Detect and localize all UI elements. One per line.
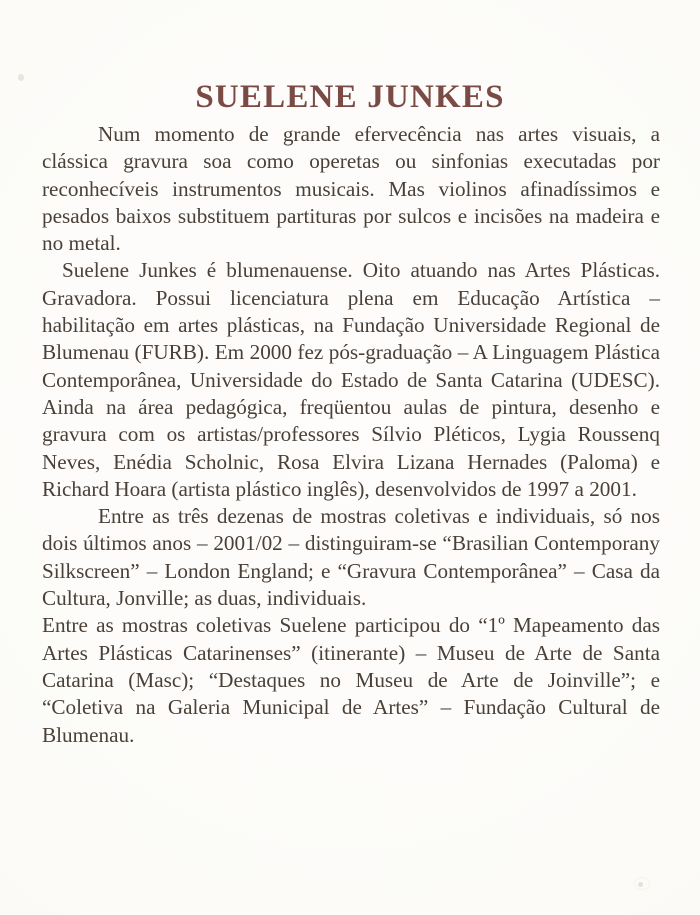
scan-speck-bottom-halo: [634, 877, 650, 890]
paragraph-1: Num momento de grande efervecência nas artes visuais, a clássica gravura soa como operetas ou sinfonias executadas por reconhecíveis instrumentos musicais. Mas violinos afinadíssimos e pesados baixos substituem partituras por sulcos e incisões na madeira e no metal.: [42, 122, 660, 256]
paragraph-4: Entre as mostras coletivas Suelene participou do “1º Mapeamento das Artes Plásticas Catarinenses” (itinerante) – Museu de Arte de Santa Catarina (Masc); “Destaques no Museu de Arte de Joinville”; e “Coletiva na Galeria Municipal de Artes” – Fundação Cultural de Blumenau.: [42, 613, 660, 747]
paragraph-3: Entre as três dezenas de mostras coletivas e individuais, só nos dois últimos anos – 2001/02 – distinguiram-se “Brasilian Contemporany Silkscreen” – London England; e “Gravura Contemporânea” – Casa da Cultura, Jonville; as duas, individuais.: [42, 504, 660, 611]
page-title: SUELENE JUNKES: [195, 79, 505, 116]
scan-speck-bottom: [638, 882, 643, 887]
document-body: [42, 121, 660, 749]
paragraph-2: Suelene Junkes é blumenauense. Oito atuando nas Artes Plásticas. Gravadora. Possui licenciatura plena em Educação Artística – habilitação em artes plásticas, na Fundação Universidade Regional de Blumenau (FURB). Em 2000 fez pós-graduação – A Linguagem Plástica Contemporânea, Universidade do Estado de Santa Catarina (UDESC). Ainda na área pedagógica, freqüentou aulas de pintura, desenho e gravura com os artistas/professores Sílvio Pléticos, Lygia Roussenq Neves, Enédia Scholnic, Rosa Elvira Lizana Hernades (Paloma) e Richard Hoara (artista plástico inglês), desenvolvidos de 1997 a 2001.: [42, 258, 660, 501]
